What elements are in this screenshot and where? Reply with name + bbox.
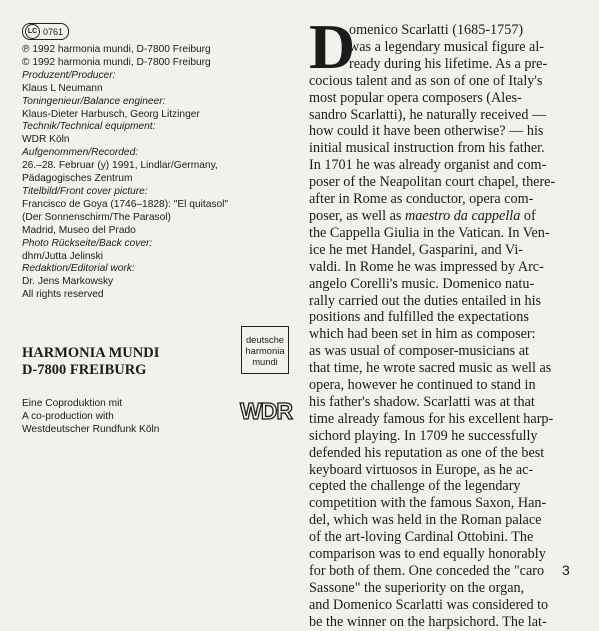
lc-number: 0761 [43, 26, 64, 37]
article-line: opera, however he continued to stand in [309, 377, 536, 394]
article-line: his father's shadow. Scarlatti was at that [309, 393, 535, 410]
article-line: del, which was held in the Roman palace [309, 512, 542, 529]
article-line: sandro Scarlatti), he naturally received — [309, 106, 547, 123]
article-column [309, 11, 577, 631]
article-line: poser of the Neapolitan court chapel, there- [309, 174, 556, 191]
article-line: the Cappella Giulia in the Vatican. In Ven- [309, 224, 550, 241]
article-line: cepted the challenge of the legendary [309, 478, 521, 495]
label-name: HARMONIA MUNDI [22, 345, 160, 361]
article-line: comparison was to end equally honorably [309, 546, 546, 563]
article-line: was a legendary musical figure al- [349, 38, 544, 55]
credit-value: 26.–28. Februar (y) 1991, Lindlar/Germany, [22, 160, 218, 172]
credit-value: Klaus-Dieter Harbusch, Georg Litzinger [22, 108, 200, 120]
drop-cap: D [309, 11, 356, 82]
wdr-logo: WDR [240, 398, 292, 424]
dhm-logo-line: deutsche [245, 333, 285, 345]
lc-mark: LC [25, 24, 40, 39]
article-line: as was usual of composer-musicians at [309, 343, 529, 360]
credit-value: dhm/Jutta Jelinski [22, 250, 103, 262]
article-line: sichord playing. In 1709 he successfully [309, 427, 538, 444]
article-line: Sassone" the superiority on the organ, [309, 579, 525, 596]
article-line: most popular opera composers (Ales- [309, 89, 522, 106]
article-line: angelo Corelli's music. Domenico natu- [309, 275, 535, 292]
credit-value: (Der Sonnenschirm/The Parasol) [22, 211, 171, 223]
deutsche-harmonia-mundi-logo [241, 326, 289, 374]
article-line: after in Rome as conductor, opera com- [309, 191, 534, 208]
article-line: ready during his lifetime. As a pre- [349, 55, 548, 72]
credit-role: Photo Rückseite/Back cover: [22, 237, 153, 249]
credit-value: © 1992 harmonia mundi, D-7800 Freiburg [22, 56, 211, 68]
page-number: 3 [562, 562, 570, 578]
coproduction-note [22, 398, 159, 436]
article-line: poser, as well as maestro da cappella of [309, 207, 536, 224]
article-line: of the art-loving Cardinal Ottobini. The [309, 529, 534, 546]
dhm-logo-line: mundi [252, 355, 278, 367]
dhm-logo-line: harmonia [245, 344, 285, 356]
article-line: keyboard virtuosos in Europe, as he ac- [309, 461, 534, 478]
article-line: for both of them. One conceded the "caro [309, 563, 545, 579]
coproduction-line-en: A co-production with [22, 410, 114, 422]
article-line: be the winner on the harpsichord. The lat- [309, 613, 547, 630]
label-code-logo [22, 23, 69, 40]
label-city: D-7800 FREIBURG [22, 362, 147, 378]
credits-column [22, 18, 290, 302]
article-line: which had been set in him as composer: [309, 326, 536, 343]
article-line: competition with the famous Saxon, Han- [309, 495, 547, 512]
article-line: positions and fulfilled the expectations [309, 309, 529, 326]
credit-value: WDR Köln [22, 134, 70, 146]
credit-value: Francisco de Goya (1746–1828): "El quitasol" [22, 198, 229, 210]
article-line: time already famous for his excellent harp- [309, 410, 554, 427]
article-text [309, 22, 577, 631]
article-line: defended his reputation as one of the best [309, 444, 545, 461]
article-line: rally carried out the duties entailed in his [309, 292, 542, 309]
article-line: In 1701 he was already organist and com- [309, 157, 547, 174]
article-line: and Domenico Scarlatti was considered to [309, 596, 549, 613]
credit-value: All rights reserved [22, 289, 104, 301]
article-line: that time, he wrote sacred music as well as [309, 360, 552, 377]
credit-role: Titelbild/Front cover picture: [22, 185, 148, 197]
credit-role: Aufgenommen/Recorded: [22, 147, 139, 159]
credit-value: ℗ 1992 harmonia mundi, D-7800 Freiburg [22, 44, 211, 55]
credit-value: Dr. Jens Markowsky [22, 276, 114, 288]
credit-role: Technik/Technical equipment: [22, 121, 156, 133]
article-line: omenico Scarlatti (1685-1757) [349, 22, 524, 38]
coproduction-partner: Westdeutscher Rundfunk Köln [22, 423, 160, 435]
credit-value: Pädagogisches Zentrum [22, 173, 133, 185]
article-line: valdi. In Rome he was impressed by Arc- [309, 258, 544, 275]
credit-role: Redaktion/Editorial work: [22, 263, 135, 275]
article-line: initial musical instruction from his father. [309, 140, 545, 157]
credit-role: Produzent/Producer: [22, 69, 116, 81]
article-line: how could it have been otherwise? — his [309, 123, 544, 140]
credits-list [22, 44, 290, 302]
article-line: ice he met Handel, Gasparini, and Vi- [309, 241, 523, 258]
credit-value: Madrid, Museo del Prado [22, 224, 136, 236]
label-address [22, 345, 159, 379]
credit-value: Klaus L Neumann [22, 82, 103, 94]
article-line: cocious talent and as son of one of Italy's [309, 72, 543, 89]
coproduction-line-de: Eine Coproduktion mit [22, 398, 123, 409]
credit-role: Toningenieur/Balance engineer: [22, 95, 166, 107]
italic-term: maestro da cappella [404, 207, 521, 224]
